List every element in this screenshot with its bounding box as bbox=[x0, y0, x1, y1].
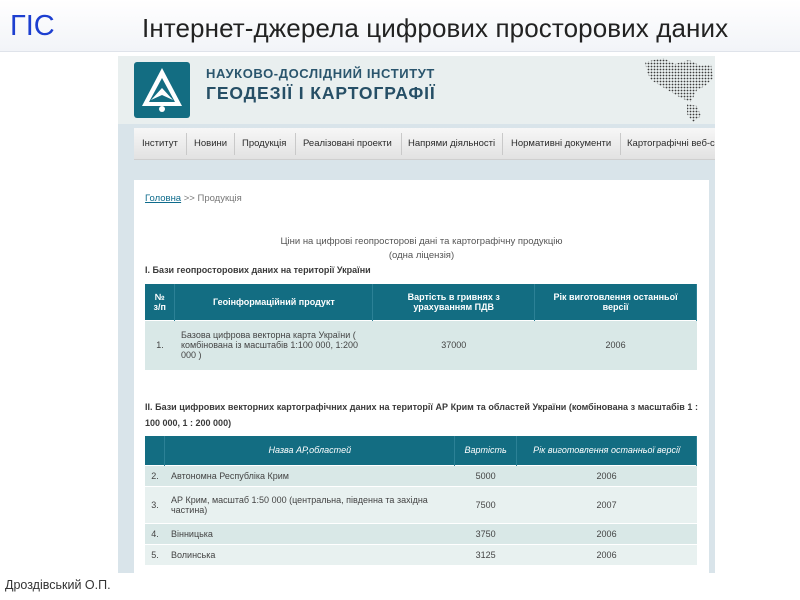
table-cell: 37000 bbox=[373, 320, 535, 370]
table-row bbox=[145, 523, 697, 544]
table-cell: 2006 bbox=[517, 544, 697, 565]
section1-heading: I. Бази геопросторових даних на території України bbox=[145, 265, 371, 275]
table-cell: 2006 bbox=[535, 320, 697, 370]
breadcrumb-separator: >> bbox=[183, 193, 195, 204]
table-row bbox=[145, 544, 697, 565]
price-caption: Ціни на цифрові геопросторові дані та картографічну продукцію bbox=[280, 236, 563, 247]
table-cell: Вінницька bbox=[165, 523, 455, 544]
nav-item-web-services[interactable]: Картографічні веб-с bbox=[627, 138, 715, 149]
table-cell: 2007 bbox=[517, 486, 697, 523]
nav-item-institute[interactable]: Інститут bbox=[142, 138, 178, 149]
slide-title: Інтернет-джерела цифрових просторових даних bbox=[142, 13, 729, 43]
author-name: Дроздівський О.П. bbox=[5, 578, 111, 592]
table-cell: 2006 bbox=[517, 465, 697, 486]
section2-table bbox=[145, 436, 697, 565]
gis-badge: ГІС bbox=[10, 10, 55, 42]
table-row bbox=[145, 486, 697, 523]
license-caption: (одна ліцензія) bbox=[388, 250, 455, 261]
table-row bbox=[145, 465, 697, 486]
site-header bbox=[118, 56, 715, 124]
page-content bbox=[134, 180, 709, 573]
section2-heading: II. Бази цифрових векторних картографічних даних на території АР Крим та областей України (комбінована з масштабів 1 : 100 000, 1 : 200 000) bbox=[145, 402, 698, 428]
nav-item-directions[interactable]: Напрями діяльності bbox=[408, 138, 496, 149]
table-row bbox=[145, 320, 697, 370]
nav-item-regulations[interactable]: Нормативні документи bbox=[511, 138, 612, 149]
website-screenshot bbox=[118, 56, 715, 573]
table-header: Вартість в гривнях з урахуванням ПДВ bbox=[373, 284, 535, 320]
table-cell: 3125 bbox=[455, 544, 517, 565]
table-header: Рік виготовлення останньої версії bbox=[535, 284, 697, 320]
table-cell: 4. bbox=[145, 523, 165, 544]
table-header: Назва АР,областей bbox=[165, 436, 455, 465]
table-cell: АР Крим, масштаб 1:50 000 (центральна, південна та західна частина) bbox=[165, 486, 455, 523]
table-header: № з/п bbox=[145, 284, 175, 320]
nav-item-products[interactable]: Продукція bbox=[242, 138, 287, 149]
table-header: Вартість bbox=[455, 436, 517, 465]
table-cell: Базова цифрова векторна карта України ( комбінована із масштабів 1:100 000, 1:200 000 ) bbox=[175, 320, 373, 370]
table-cell: 2006 bbox=[517, 523, 697, 544]
table-cell: 3. bbox=[145, 486, 165, 523]
main-navigation bbox=[134, 128, 715, 160]
table-cell: Волинська bbox=[165, 544, 455, 565]
nav-item-news[interactable]: Новини bbox=[194, 138, 228, 149]
breadcrumb-current: Продукція bbox=[197, 193, 242, 204]
breadcrumb bbox=[145, 193, 242, 204]
section1-table bbox=[145, 284, 697, 370]
institute-name-line2: ГЕОДЕЗІЇ І КАРТОГРАФІЇ bbox=[206, 83, 436, 103]
breadcrumb-home-link[interactable]: Головна bbox=[145, 193, 182, 204]
table-cell: 3750 bbox=[455, 523, 517, 544]
nav-item-projects[interactable]: Реалізовані проекти bbox=[303, 138, 392, 149]
world-map-icon bbox=[641, 56, 715, 124]
table-cell: 5000 bbox=[455, 465, 517, 486]
institute-name-line1: НАУКОВО-ДОСЛІДНИЙ ІНСТИТУТ bbox=[206, 66, 435, 81]
table-cell: 2. bbox=[145, 465, 165, 486]
institute-logo[interactable] bbox=[134, 62, 190, 118]
table-header: Рік виготовлення останньої версії bbox=[517, 436, 697, 465]
table-cell: 7500 bbox=[455, 486, 517, 523]
table-cell: 5. bbox=[145, 544, 165, 565]
slide-header bbox=[0, 0, 800, 52]
table-cell: Автономна Республіка Крим bbox=[165, 465, 455, 486]
table-cell: 1. bbox=[145, 320, 175, 370]
table-header bbox=[145, 436, 165, 465]
table-header: Геоінформаційний продукт bbox=[175, 284, 373, 320]
